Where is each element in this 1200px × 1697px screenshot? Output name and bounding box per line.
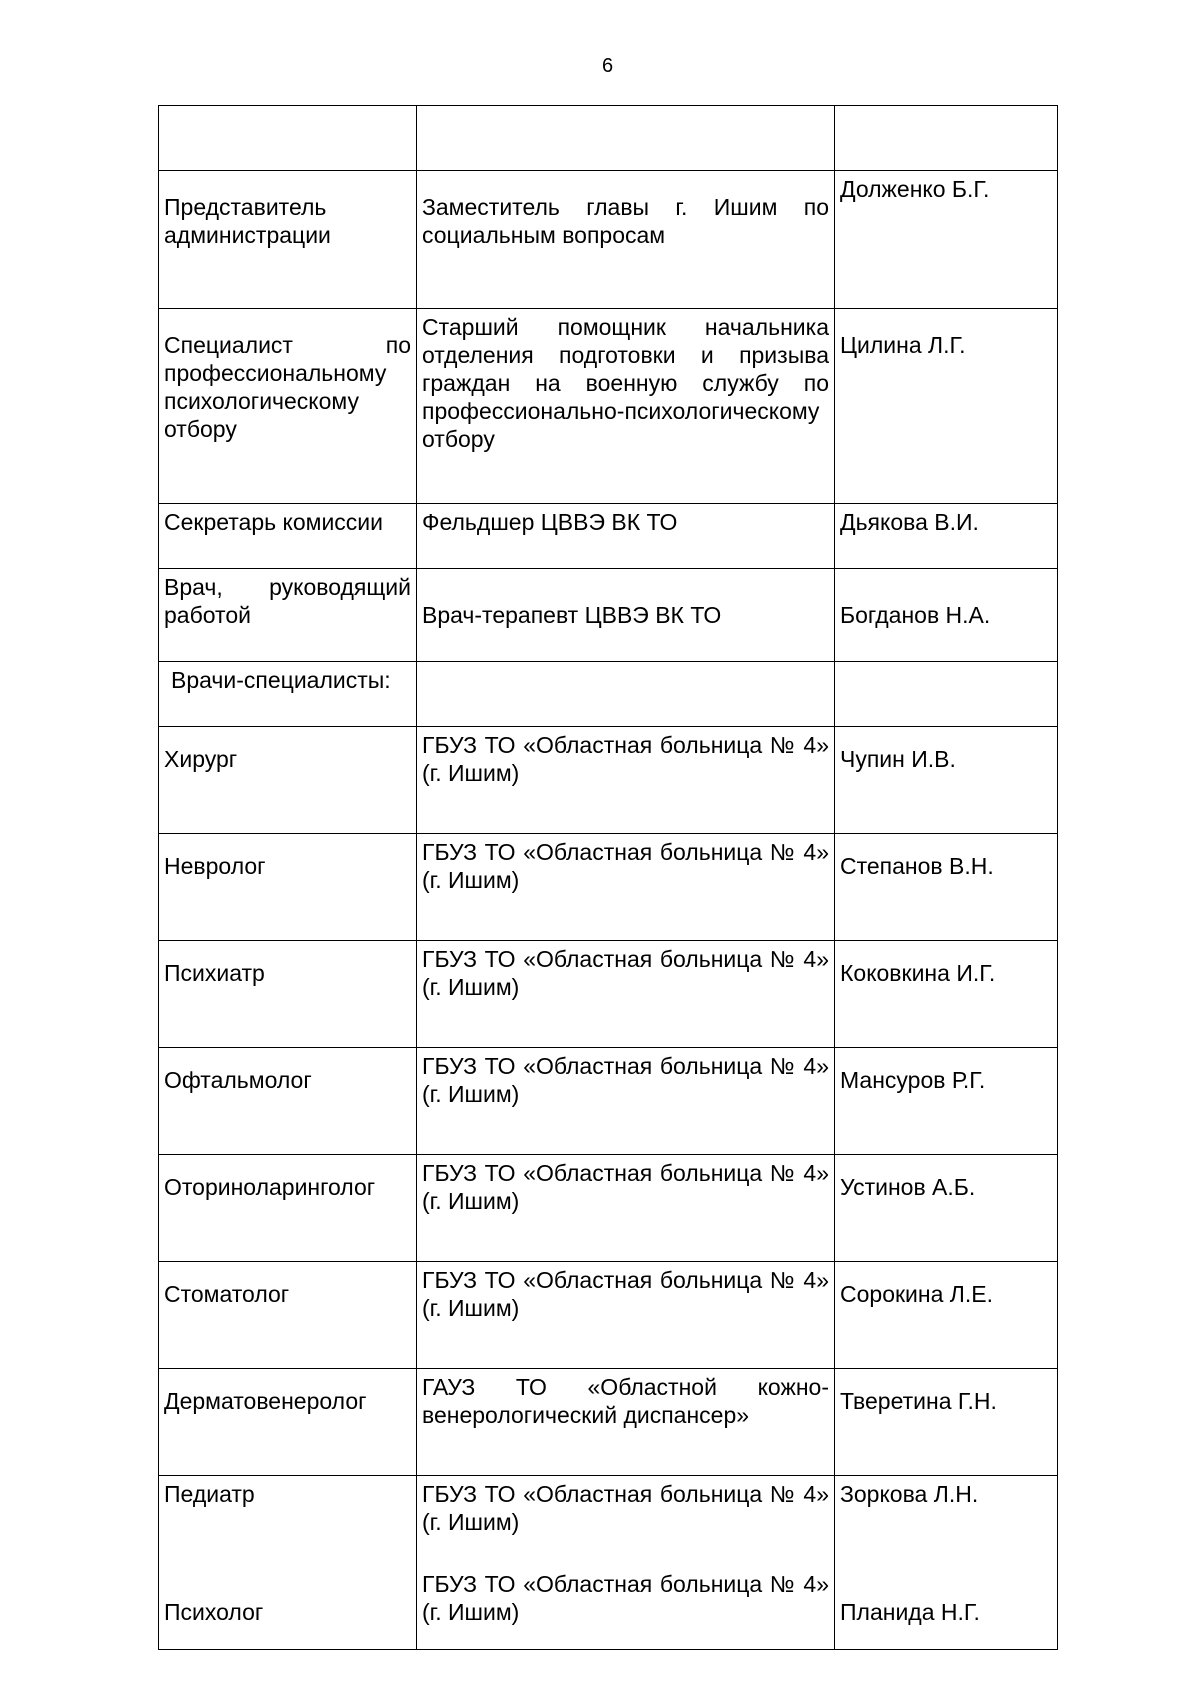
name-cell: Устинов А.Б. bbox=[835, 1155, 1058, 1262]
position-psychologist: ГБУЗ ТО «Областная больница № 4» (г. Ишим) bbox=[422, 1571, 829, 1625]
table-row bbox=[159, 727, 1058, 834]
name-cell: Дьякова В.И. bbox=[835, 504, 1058, 569]
name-cell: Цилина Л.Г. bbox=[835, 309, 1058, 504]
name-cell: Степанов В.Н. bbox=[835, 834, 1058, 941]
position-cell: ГАУЗ ТО «Областной кожно-венерологический диспансер» bbox=[417, 1369, 835, 1476]
position-cell: Врач-терапевт ЦВВЭ ВК ТО bbox=[417, 569, 835, 662]
position-cell: ГБУЗ ТО «Областная больница № 4» (г. Ишим) bbox=[417, 1048, 835, 1155]
position-cell: Фельдшер ЦВВЭ ВК ТО bbox=[417, 504, 835, 569]
position-pediatrician: ГБУЗ ТО «Областная больница № 4» (г. Ишим) bbox=[422, 1481, 829, 1535]
name-cell bbox=[835, 1476, 1058, 1650]
table-row bbox=[159, 1369, 1058, 1476]
role-cell: Представитель администрации bbox=[159, 171, 417, 309]
table-row bbox=[159, 834, 1058, 941]
position-cell bbox=[417, 1476, 835, 1650]
position-cell: ГБУЗ ТО «Областная больница № 4» (г. Ишим) bbox=[417, 1262, 835, 1369]
name-pediatrician: Зоркова Л.Н. bbox=[840, 1481, 979, 1507]
role-cell: Секретарь комиссии bbox=[159, 504, 417, 569]
name-cell: Коковкина И.Г. bbox=[835, 941, 1058, 1048]
table-row bbox=[159, 1476, 1058, 1650]
page-number: 6 bbox=[601, 55, 614, 77]
table-row bbox=[159, 106, 1058, 171]
name-cell: Богданов Н.А. bbox=[835, 569, 1058, 662]
name-cell: Сорокина Л.Е. bbox=[835, 1262, 1058, 1369]
name-cell: Чупин И.В. bbox=[835, 727, 1058, 834]
commission-table bbox=[158, 105, 1058, 1650]
section-heading-cell: Врачи-специалисты: bbox=[159, 662, 417, 727]
role-cell: Невролог bbox=[159, 834, 417, 941]
role-cell: Психиатр bbox=[159, 941, 417, 1048]
position-cell bbox=[417, 662, 835, 727]
name-cell: Тверетина Г.Н. bbox=[835, 1369, 1058, 1476]
name-cell bbox=[835, 662, 1058, 727]
name-cell: Долженко Б.Г. bbox=[835, 171, 1058, 309]
position-cell: ГБУЗ ТО «Областная больница № 4» (г. Ишим) bbox=[417, 1155, 835, 1262]
table-row bbox=[159, 504, 1058, 569]
role-pediatrician: Педиатр bbox=[164, 1481, 255, 1507]
role-cell: Дерматовенеролог bbox=[159, 1369, 417, 1476]
position-cell: ГБУЗ ТО «Областная больница № 4» (г. Ишим) bbox=[417, 941, 835, 1048]
role-cell: Оториноларинголог bbox=[159, 1155, 417, 1262]
table-row bbox=[159, 309, 1058, 504]
name-cell: Мансуров Р.Г. bbox=[835, 1048, 1058, 1155]
table-row bbox=[159, 662, 1058, 727]
table-row bbox=[159, 941, 1058, 1048]
name-psychologist: Планида Н.Г. bbox=[840, 1599, 980, 1625]
table-row bbox=[159, 1048, 1058, 1155]
table-row bbox=[159, 1262, 1058, 1369]
role-cell: Врач, руководящий работой bbox=[159, 569, 417, 662]
table-row bbox=[159, 171, 1058, 309]
name-cell bbox=[835, 106, 1058, 171]
table-row bbox=[159, 569, 1058, 662]
position-cell bbox=[417, 106, 835, 171]
position-cell: ГБУЗ ТО «Областная больница № 4» (г. Ишим) bbox=[417, 727, 835, 834]
role-cell: Офтальмолог bbox=[159, 1048, 417, 1155]
position-cell: Заместитель главы г. Ишим по социальным вопросам bbox=[417, 171, 835, 309]
role-cell: Стоматолог bbox=[159, 1262, 417, 1369]
position-cell: ГБУЗ ТО «Областная больница № 4» (г. Ишим) bbox=[417, 834, 835, 941]
role-psychologist: Психолог bbox=[164, 1599, 264, 1625]
table-row bbox=[159, 1155, 1058, 1262]
role-cell: Хирург bbox=[159, 727, 417, 834]
role-cell bbox=[159, 106, 417, 171]
role-cell bbox=[159, 1476, 417, 1650]
role-cell: Специалист по профессиональному психологическому отбору bbox=[159, 309, 417, 504]
position-cell: Старший помощник начальника отделения подготовки и призыва граждан на военную службу по профессионально-психологическому отбору bbox=[417, 309, 835, 504]
